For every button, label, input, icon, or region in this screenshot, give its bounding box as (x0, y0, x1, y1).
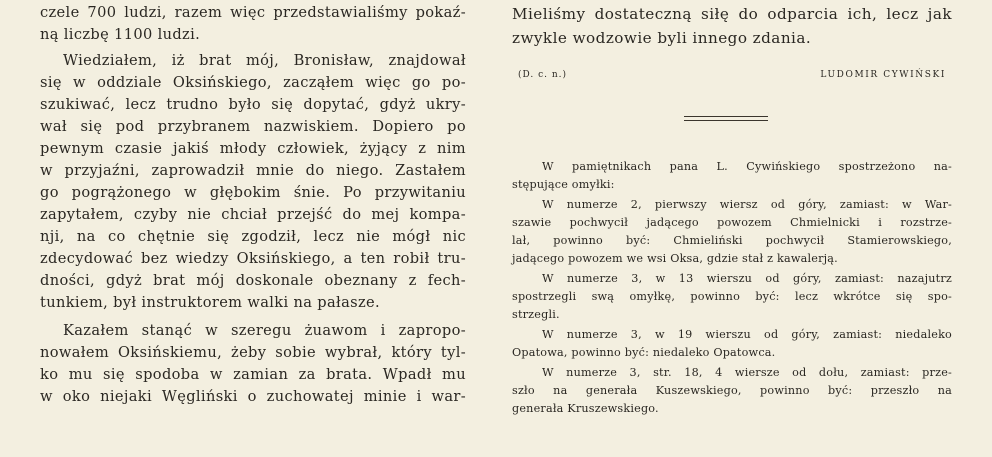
errata-line: szawie pochwycił jadącego powozem Chmielnicki i rozstrze- (512, 216, 952, 229)
left-line: się w oddziale Oksińskiego, zacząłem więc go po- (40, 74, 466, 91)
left-line: dności, gdyż brat mój doskonale obeznany z fech- (40, 272, 466, 289)
continuation-note: (D. c. n.) (518, 70, 568, 80)
left-line: tunkiem, był instruktorem walki na pałasze. (40, 294, 380, 311)
errata-line: W numerze 3, str. 18, 4 wiersze od dołu, zamiast: prze- (542, 366, 952, 379)
errata-line: spostrzegli swą omyłkę, powinno być: lecz wkrótce się spo- (512, 290, 952, 303)
errata-line: Opatowa, powinno być: niedaleko Opatowca. (512, 346, 776, 359)
left-line: wał się pod przybranem nazwiskiem. Dopiero po (40, 118, 466, 135)
left-line: ną liczbę 1100 ludzi. (40, 26, 201, 43)
left-line: w przyjaźni, zaprowadził mnie do niego. Zastałem (40, 162, 466, 179)
errata-line: W numerze 3, w 13 wierszu od góry, zamiast: nazajutrz (542, 272, 952, 285)
left-line: Wiedziałem, iż brat mój, Bronisław, znajdował (63, 52, 466, 69)
errata-line: stępujące omyłki: (512, 178, 615, 191)
errata-line: W numerze 3, w 19 wierszu od góry, zamiast: niedaleko (542, 328, 952, 341)
errata-line: strzegli. (512, 308, 560, 321)
errata-line: jadącego powozem we wsi Oksa, gdzie stał z kawalerją. (512, 252, 838, 265)
left-line: w oko niejaki Węgliński o zuchowatej minie i war- (40, 388, 466, 405)
left-line: go pogrążonego w głębokim śnie. Po przywitaniu (40, 184, 466, 201)
left-line: pewnym czasie jakiś młody człowiek, żyjący z nim (40, 140, 466, 157)
left-line: zapytałem, czyby nie chciał przejść do mej kompa- (40, 206, 466, 223)
left-line: zdecydować bez wiedzy Oksińskiego, a ten robił tru- (40, 250, 466, 267)
left-line: Kazałem stanąć w szeregu żuawom i zapropo- (63, 322, 466, 339)
errata-line: generała Kruszewskiego. (512, 402, 659, 415)
right-line: Mieliśmy dostateczną siłę do odparcia ich, lecz jak (512, 5, 952, 23)
signoff (512, 70, 952, 84)
divider-rule (684, 116, 768, 117)
author-signature: LUDOMIR CYWIŃSKI (820, 70, 946, 80)
errata-line: W numerze 2, pierwszy wiersz od góry, zamiast: w War- (542, 198, 952, 211)
errata-line: szło na generała Kuszewskiego, powinno być: przeszło na (512, 384, 952, 397)
errata-line: lał, powinno być: Chmieliński pochwycił Stamierowskiego, (512, 234, 952, 247)
errata-line: W pamiętnikach pana L. Cywińskiego spostrzeżono na- (542, 160, 952, 173)
divider-rule (684, 120, 768, 121)
left-line: czele 700 ludzi, razem więc przedstawialiśmy pokaź- (40, 4, 466, 21)
left-line: nji, na co chętnie się zgodził, lecz nie mógł nic (40, 228, 466, 245)
right-line: zwykle wodzowie byli innego zdania. (512, 29, 812, 47)
left-line: szukiwać, lecz trudno było się dopytać, gdyż ukry- (40, 96, 466, 113)
left-line: ko mu się spodoba w zamian za brata. Wpadł mu (40, 366, 466, 383)
left-line: nowałem Oksińskiemu, żeby sobie wybrał, który tyl- (40, 344, 466, 361)
